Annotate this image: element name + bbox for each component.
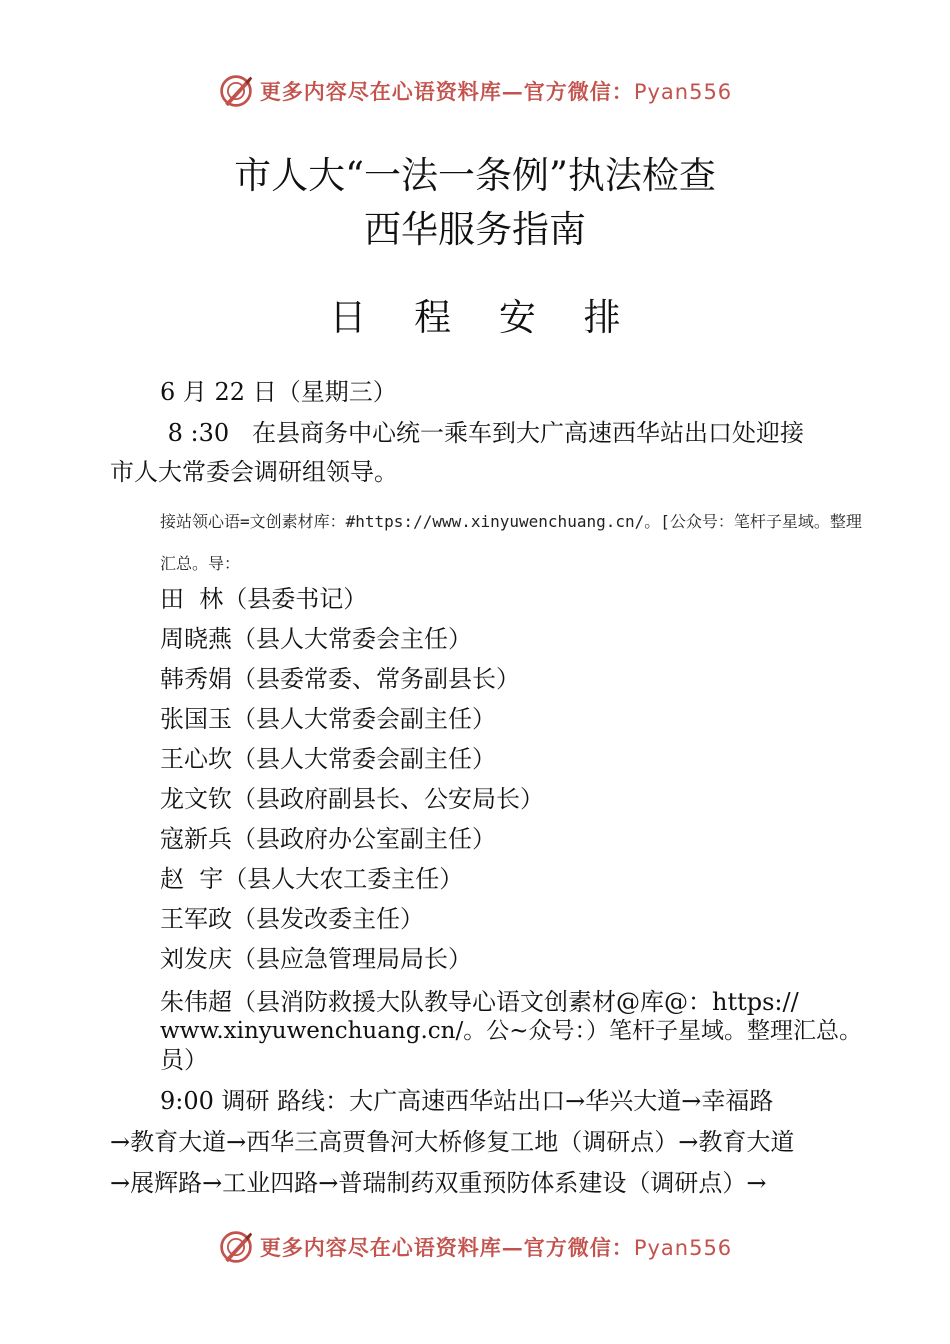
attendee: 赵 宇（县人大农工委主任） bbox=[160, 865, 464, 893]
watermark-wechat: Pyan556 bbox=[633, 1236, 733, 1260]
note-line: 接站领心语=文创素材库：#https://www.xinyuwenchuang.cn/。[公众号：笔杆子星域。整理 bbox=[160, 512, 862, 531]
note-line: 汇总。导： bbox=[160, 554, 241, 573]
attendee: 张国玉（县人大常委会副主任） bbox=[160, 705, 496, 733]
attendee-last-cont: www.xinyuwenchuang.cn/。公~众号：）笔杆子星域。整理汇总。 bbox=[160, 1018, 862, 1044]
schedule-item-2: 9:00 调研 路线：大广高速西华站出口→华兴大道→幸福路 bbox=[160, 1087, 774, 1115]
attendee: 周晓燕（县人大常委会主任） bbox=[160, 625, 472, 653]
section-heading: 日 程 安 排 bbox=[329, 296, 639, 339]
watermark-text: 更多内容尽在心语资料库—官方微信：Pyan556 bbox=[259, 1235, 733, 1260]
attendee: 田 林（县委书记） bbox=[160, 585, 368, 613]
attendee: 王军政（县发改委主任） bbox=[160, 905, 424, 933]
pen-logo-icon bbox=[218, 73, 254, 109]
attendee: 寇新兵（县政府办公室副主任） bbox=[160, 825, 496, 853]
attendee: 刘发庆（县应急管理局局长） bbox=[160, 945, 472, 973]
attendee-last-cont: 员） bbox=[160, 1046, 208, 1074]
schedule-item-2-cont: →教育大道→西华三高贾鲁河大桥修复工地（调研点）→教育大道 bbox=[110, 1128, 795, 1156]
attendee: 龙文钦（县政府副县长、公安局长） bbox=[160, 785, 544, 813]
schedule-item-1-cont: 市人大常委会调研组领导。 bbox=[110, 458, 398, 486]
watermark-wechat: Pyan556 bbox=[633, 80, 733, 104]
schedule-item-2-cont: →展辉路→工业四路→普瑞制药双重预防体系建设（调研点）→ bbox=[110, 1169, 767, 1197]
document-subtitle: 西华服务指南 bbox=[364, 208, 586, 251]
attendee: 韩秀娟（县委常委、常务副县长） bbox=[160, 665, 520, 693]
attendee-last: 朱伟超（县消防救援大队教导心语文创素材@库@：https:// bbox=[160, 988, 799, 1016]
schedule-item-1: 8 :30 在县商务中心统一乘车到大广高速西华站出口处迎接 bbox=[160, 419, 805, 447]
pen-logo-icon bbox=[218, 1229, 254, 1265]
watermark-banner-top bbox=[0, 66, 950, 116]
document-title: 市人大“一法一条例”执法检查 bbox=[234, 154, 716, 197]
watermark-banner-bottom bbox=[0, 1222, 950, 1272]
schedule-date: 6 月 22 日（星期三） bbox=[160, 378, 397, 406]
attendee: 王心坎（县人大常委会副主任） bbox=[160, 745, 496, 773]
watermark-text: 更多内容尽在心语资料库—官方微信：Pyan556 bbox=[259, 79, 733, 104]
